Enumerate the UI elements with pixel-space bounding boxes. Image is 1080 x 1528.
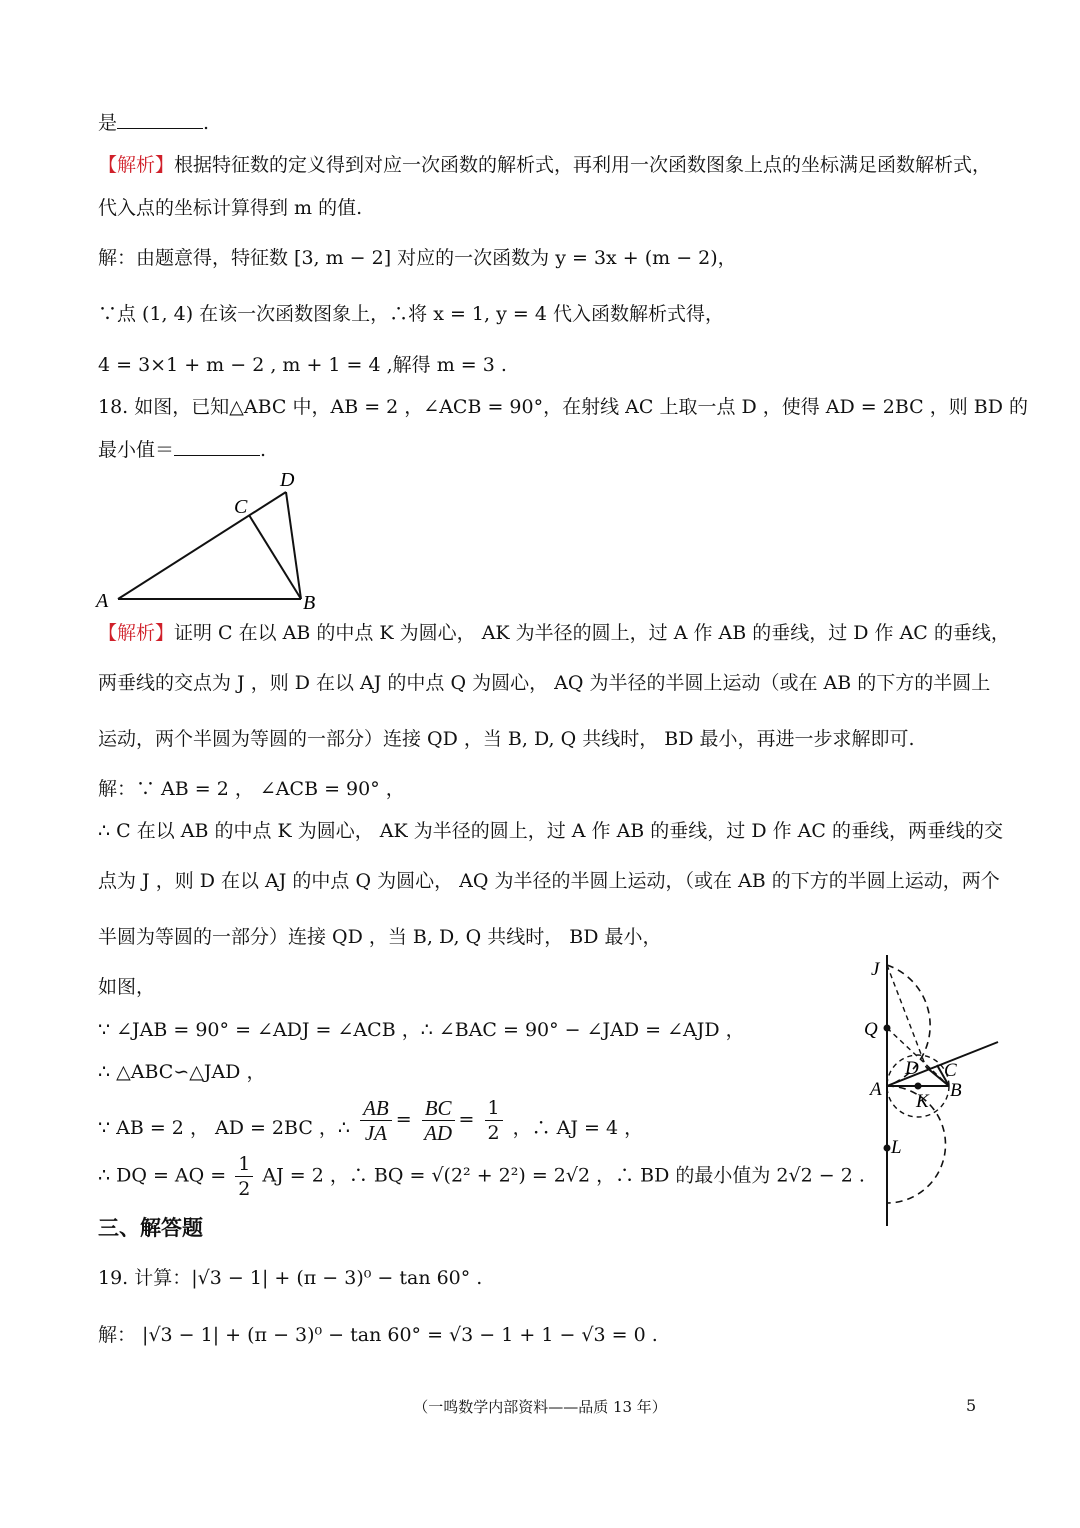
text: 运动，两个半圆为等圆的一部分）连接 QD ，当 B, D, Q 共线时， BD 最小，再进一步求解即可. [98, 728, 915, 750]
label-B: B [303, 592, 316, 614]
text: ∴ △ABC∽△JAD ， [98, 1061, 266, 1083]
analysis-tag: 【解析】 [98, 622, 175, 644]
text: 解：∵ AB = 2 ， ∠ACB = 90° ， [98, 778, 405, 800]
answer-blank [174, 437, 260, 456]
denominator: JA [364, 1121, 387, 1145]
solution-18-line-1 [98, 774, 405, 804]
analysis-18-line-2 [98, 668, 990, 698]
point-L [884, 1145, 891, 1152]
label-K: K [916, 1091, 929, 1112]
fraction-one-half-2 [235, 1152, 253, 1201]
text: 如图， [98, 976, 156, 998]
text-shi: 是 [98, 112, 118, 134]
label-A: A [870, 1079, 882, 1100]
line-JD [887, 965, 926, 1067]
text: 4 = 3×1 + m − 2 , m + 1 = 4 ,解得 m = 3 . [98, 354, 507, 376]
analysis-18-line-1 [98, 618, 1010, 648]
label-J: J [871, 959, 880, 980]
solution-19 [98, 1320, 658, 1350]
numerator: 1 [235, 1152, 253, 1177]
solution-18-line-2 [98, 816, 1003, 846]
fraction-ab-ja [360, 1096, 392, 1145]
construction-figure [860, 955, 1010, 1230]
question-18-line-1 [98, 392, 1028, 422]
edge-AD [118, 492, 286, 599]
text: √(2² + 2²) = 2√2 ，∴ BD 的最小值为 2√2 − 2 . [431, 1164, 865, 1187]
solution-line-3 [98, 243, 737, 273]
page-number: 5 [966, 1396, 977, 1415]
label-C: C [944, 1060, 957, 1081]
fraction-one-half [485, 1096, 503, 1145]
solution-18-line-4 [98, 922, 662, 952]
text: ∵ ∠JAB = 90° = ∠ADJ = ∠ACB ，∴ ∠BAC = 90° − ∠JAD = ∠AJD ， [98, 1019, 745, 1041]
solution-line-5 [98, 350, 507, 380]
label-L: L [891, 1137, 902, 1158]
point-K [915, 1083, 922, 1090]
numerator: AB [360, 1096, 392, 1121]
text: 最小值＝ [98, 439, 175, 461]
text: 解：由题意得，特征数 [3, m − 2] 对应的一次函数为 y = 3x + (m − 2)， [98, 247, 737, 269]
period: . [260, 439, 267, 461]
fraction-bc-ad [422, 1096, 455, 1145]
analysis-text: 根据特征数的定义得到对应一次函数的解析式，再利用一次函数图象上点的坐标满足函数解析式， [174, 154, 992, 176]
label-Q: Q [864, 1019, 878, 1040]
solution-line-4 [98, 299, 724, 329]
text: 19. 计算：|√3 − 1| + (π − 3)⁰ − tan 60° . [98, 1267, 483, 1289]
text: 半圆为等圆的一部分）连接 QD ，当 B, D, Q 共线时， BD 最小， [98, 926, 662, 948]
label-C: C [234, 496, 248, 518]
text: AJ = 2 ，∴ BQ = [262, 1164, 426, 1187]
text: ∵点 (1, 4) 在该一次函数图象上，∴将 x = 1, y = 4 代入函数解析式得， [98, 303, 724, 325]
text: ∵ AB = 2 ， AD = 2BC ，∴ [98, 1116, 351, 1139]
label-D: D [905, 1058, 919, 1079]
text: 证明 C 在以 AB 的中点 K 为圆心， AK 为半径的圆上，过 A 作 AB 的垂线，过 D 作 AC 的垂线， [174, 622, 1010, 644]
solution-18-line-8: ∵ AB = 2 ， AD = 2BC ，∴ $\frac{AB}{JA}$ = $\frac{BC}{AD}$ = $\frac{1}{2}$ ，∴ AJ = 4 ， [98, 1096, 644, 1145]
text: 点为 J ，则 D 在以 AJ 的中点 Q 为圆心， AQ 为半径的半圆上运动，（或在 AB 的下方的半圆上运动，两个 [98, 870, 1000, 892]
analysis-line-1 [98, 150, 991, 180]
section-heading: 三、解答题 [98, 1216, 203, 1240]
label-D: D [280, 469, 295, 491]
text: 两垂线的交点为 J ，则 D 在以 AJ 的中点 Q 为圆心， AQ 为半径的半圆上运动（或在 AB 的下方的半圆上 [98, 672, 991, 694]
denominator: 2 [487, 1122, 500, 1144]
label-B: B [950, 1080, 962, 1101]
denominator: AD [424, 1121, 453, 1145]
label-A: A [96, 590, 109, 612]
analysis-line-2 [98, 193, 362, 223]
period: . [203, 112, 210, 134]
text: ，∴ AJ = 4 ， [512, 1116, 644, 1139]
numerator: BC [422, 1096, 455, 1121]
question-19 [98, 1263, 482, 1293]
denominator: 2 [238, 1178, 251, 1200]
analysis-tag: 【解析】 [98, 154, 175, 176]
text: 代入点的坐标计算得到 m 的值. [98, 197, 363, 219]
text: ∴ DQ = AQ = [98, 1164, 227, 1187]
question-18-line-2 [98, 435, 266, 465]
numerator: 1 [485, 1096, 503, 1121]
line-0 [98, 108, 209, 138]
text: 18. 如图，已知△ABC 中，AB = 2 ，∠ACB = 90°，在射线 AC 上取一点 D ，使得 AD = 2BC ，则 BD 的 [98, 396, 1029, 418]
edge-CB [249, 515, 301, 599]
footer: （一鸣数学内部资料——品质 13 年） [413, 1398, 667, 1416]
edge-DB [286, 492, 301, 599]
solution-18-line-7 [98, 1057, 265, 1087]
solution-18-line-6 [98, 1015, 745, 1045]
analysis-18-line-3 [98, 724, 915, 754]
point-Q [884, 1025, 891, 1032]
answer-blank [117, 110, 203, 129]
text: 解： |√3 − 1| + (π − 3)⁰ − tan 60° = √3 − 1 + 1 − √3 = 0 . [98, 1324, 658, 1346]
text: ∴ C 在以 AB 的中点 K 为圆心， AK 为半径的圆上，过 A 作 AB 的垂线，过 D 作 AC 的垂线，两垂线的交 [98, 820, 1003, 842]
triangle-figure [90, 462, 330, 617]
solution-18-line-9 [98, 1152, 865, 1206]
solution-18-line-3 [98, 866, 1000, 896]
solution-18-line-5 [98, 972, 155, 1002]
